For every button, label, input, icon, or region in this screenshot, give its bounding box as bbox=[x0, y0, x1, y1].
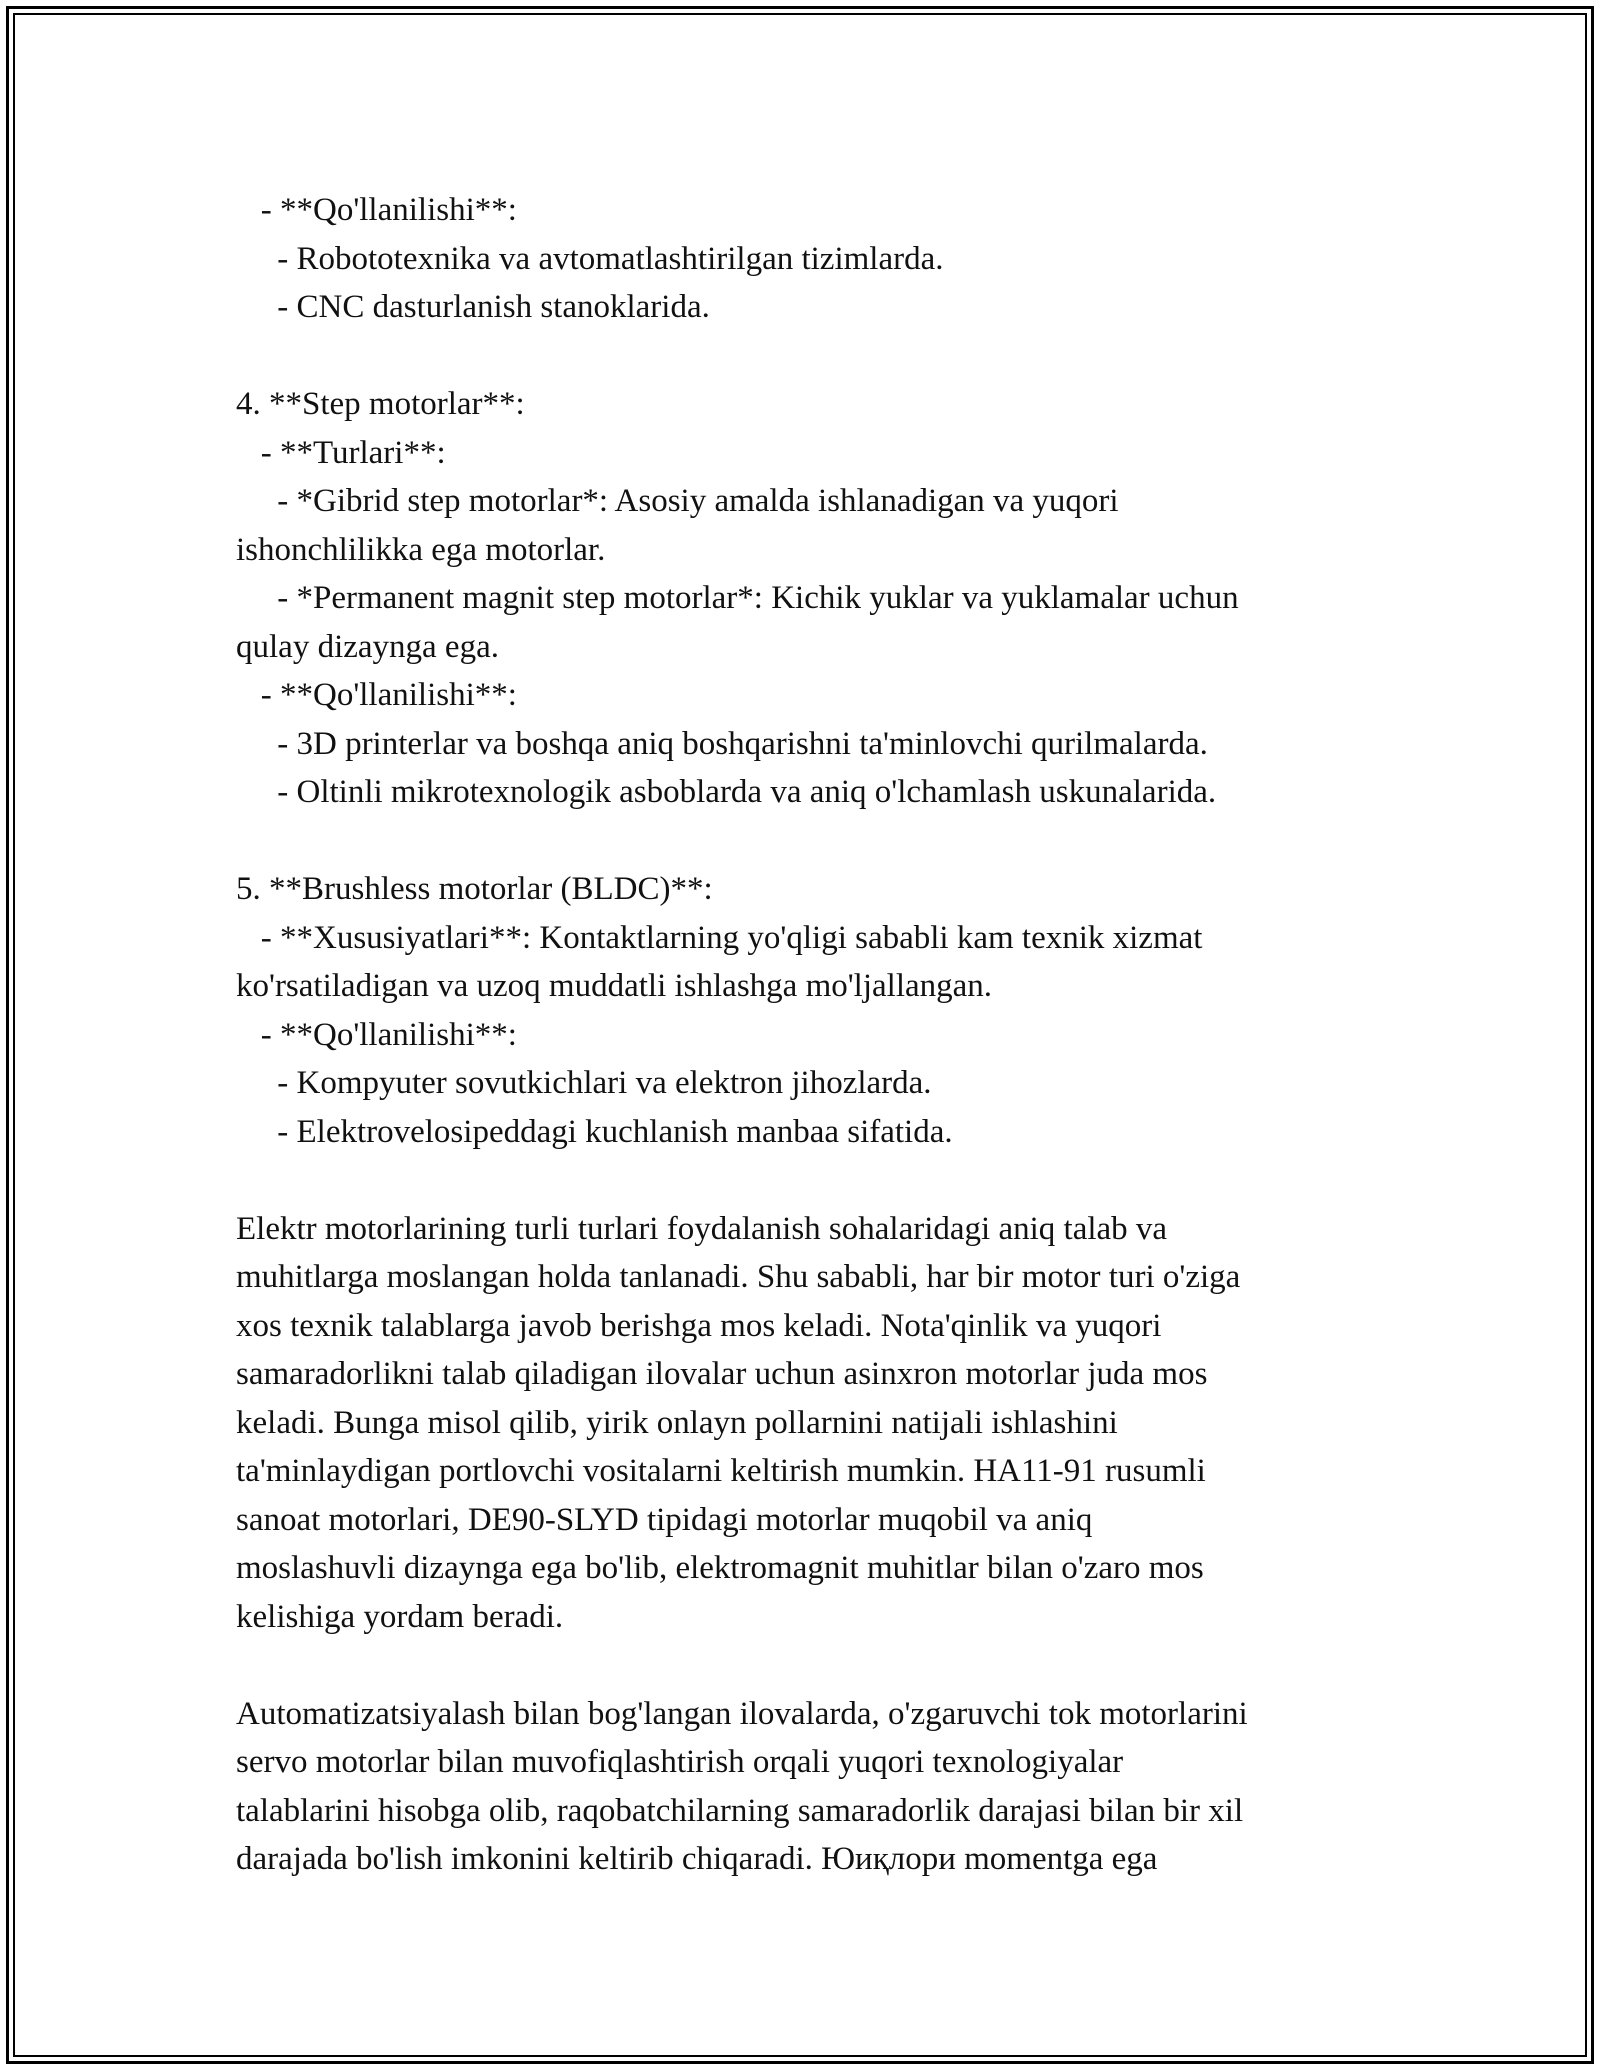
text-line: - **Turlari**: bbox=[236, 434, 446, 471]
blank-line bbox=[236, 332, 1376, 381]
document-body bbox=[236, 186, 1376, 1884]
text-line: - Oltinli mikrotexnologik asboblarda va aniq o'lchamlash uskunalarida. bbox=[236, 774, 1217, 810]
paragraph-line: ta'minlaydigan portlovchi vositalarni keltirish mumkin. HA11-91 rusumli bbox=[236, 1453, 1206, 1489]
text-line: ishonchlilikka ega motorlar. bbox=[236, 531, 606, 568]
paragraph-line: talablarini hisobga olib, raqobatchilarning samaradorlik darajasi bilan bir xil bbox=[236, 1792, 1244, 1829]
text-line: - Elektrovelosipeddagi kuchlanish manbaa sifatida. bbox=[236, 1113, 953, 1150]
section-heading-brushless-motors: 5. **Brushless motorlar (BLDC)**: bbox=[236, 871, 713, 907]
paragraph-line: servo motorlar bilan muvofiqlashtirish orqali yuqori texnologiyalar bbox=[236, 1744, 1124, 1780]
blank-line bbox=[236, 1156, 1376, 1205]
section-heading-step-motors: 4. **Step motorlar**: bbox=[236, 386, 525, 422]
text-line: - 3D printerlar va boshqa aniq boshqarishni ta'minlovchi qurilmalarda. bbox=[236, 725, 1208, 762]
paragraph-line: muhitlarga moslangan holda tanlanadi. Shu sababli, har bir motor turi o'ziga bbox=[236, 1259, 1241, 1295]
paragraph-line: samaradorlikni talab qiladigan ilovalar uchun asinxron motorlar juda mos bbox=[236, 1356, 1208, 1392]
text-line: - **Qo'llanilishi**: bbox=[236, 1016, 517, 1053]
paragraph-line: kelishiga yordam beradi. bbox=[236, 1598, 564, 1635]
paragraph-line: keladi. Bunga misol qilib, yirik onlayn pollarnini natijali ishlashini bbox=[236, 1404, 1118, 1441]
text-line: - **Qo'llanilishi**: bbox=[236, 677, 517, 713]
blank-line bbox=[236, 1641, 1376, 1690]
text-line: - Kompyuter sovutkichlari va elektron jihozlarda. bbox=[236, 1065, 932, 1101]
text-line: ko'rsatiladigan va uzoq muddatli ishlashga mo'ljallangan. bbox=[236, 968, 993, 1004]
paragraph-line: moslashuvli dizaynga ega bo'lib, elektromagnit muhitlar bilan o'zaro mos bbox=[236, 1550, 1204, 1586]
text-line: - **Xususiyatlari**: Kontaktlarning yo'qligi sababli kam texnik xizmat bbox=[236, 919, 1203, 956]
text-line: - *Permanent magnit step motorlar*: Kichik yuklar va yuklamalar uchun bbox=[236, 580, 1239, 616]
paragraph-line: xos texnik talablarga javob berishga mos keladi. Nota'qinlik va yuqori bbox=[236, 1307, 1162, 1344]
paragraph-line: darajada bo'lish imkonini keltirib chiqaradi. Юиқлори momentga ega bbox=[236, 1841, 1158, 1877]
blank-line bbox=[236, 817, 1376, 866]
text-line: - CNC dasturlanish stanoklarida. bbox=[236, 289, 710, 325]
paragraph-line: Elektr motorlarining turli turlari foydalanish sohalaridagi aniq talab va bbox=[236, 1210, 1168, 1247]
text-line: qulay dizaynga ega. bbox=[236, 628, 499, 665]
paragraph-line: Automatizatsiyalash bilan bog'langan ilovalarda, o'zgaruvchi tok motorlarini bbox=[236, 1695, 1248, 1732]
text-line: - **Qo'llanilishi**: bbox=[236, 192, 517, 228]
text-line: - *Gibrid step motorlar*: Asosiy amalda ishlanadigan va yuqori bbox=[236, 483, 1119, 519]
paragraph-line: sanoat motorlari, DE90-SLYD tipidagi motorlar muqobil va aniq bbox=[236, 1501, 1093, 1538]
text-line: - Robototexnika va avtomatlashtirilgan tizimlarda. bbox=[236, 240, 944, 277]
